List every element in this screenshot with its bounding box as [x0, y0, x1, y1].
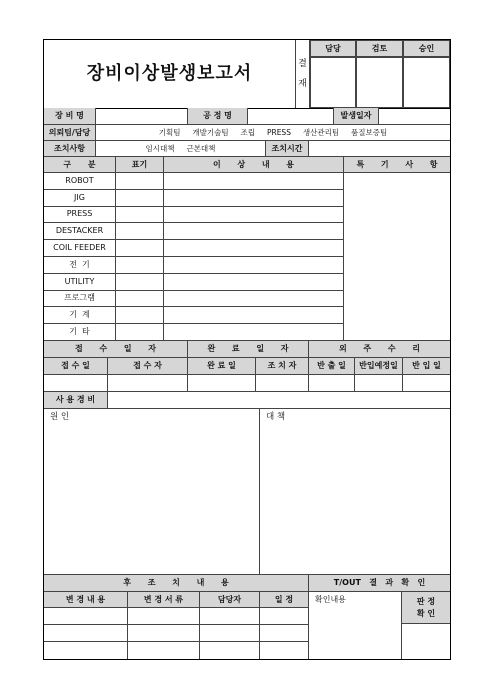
assignee-field[interactable]	[200, 608, 260, 625]
schedule-field[interactable]	[260, 608, 309, 625]
anomaly-category-label: JIG	[44, 190, 116, 207]
anomaly-category-label: 전 기	[44, 257, 116, 274]
anomaly-content-field[interactable]	[164, 223, 344, 240]
col-anomaly-content: 이 상 내 용	[164, 157, 344, 173]
action-person-field[interactable]	[256, 375, 309, 392]
anomaly-content-field[interactable]	[164, 173, 344, 190]
judgement-field[interactable]	[402, 624, 450, 659]
anomaly-category-label: 기 계	[44, 307, 116, 324]
anomaly-mark-field[interactable]	[116, 257, 164, 274]
change-document-field[interactable]	[128, 608, 200, 625]
change-document-field[interactable]	[128, 642, 200, 659]
expected-return-field[interactable]	[355, 375, 403, 392]
approval-header-approve: 승인	[403, 40, 450, 57]
process-name-label: 공 정 명	[188, 108, 248, 125]
equipment-anomaly-report-form	[43, 39, 451, 660]
approval-header-staff: 담당	[310, 40, 356, 57]
completion-date-field[interactable]	[188, 375, 256, 392]
action-person-label: 조 치 자	[256, 358, 309, 375]
schedule-field[interactable]	[260, 642, 309, 659]
anomaly-content-field[interactable]	[164, 207, 344, 224]
cause-section[interactable]	[44, 409, 260, 575]
action-options[interactable]: 임시대책 근본대책	[96, 141, 266, 157]
change-content-label: 변 경 내 용	[44, 592, 128, 608]
outsourcing-repair-header: 외 주 수 리	[309, 341, 450, 358]
equipment-name-field[interactable]	[96, 108, 188, 125]
anomaly-mark-field[interactable]	[116, 291, 164, 308]
schedule-field[interactable]	[260, 625, 309, 642]
change-content-field[interactable]	[44, 608, 128, 625]
cause-label: 원 인	[50, 412, 70, 422]
receipt-date-label: 접 수 일	[44, 358, 108, 375]
occurrence-date-label: 발생일자	[334, 108, 379, 125]
action-time-label: 조치시간	[266, 141, 309, 157]
change-content-field[interactable]	[44, 625, 128, 642]
anomaly-category-label: DESTACKER	[44, 223, 116, 240]
return-date-field[interactable]	[403, 375, 450, 392]
approval-header-review: 검토	[356, 40, 403, 57]
anomaly-content-field[interactable]	[164, 257, 344, 274]
export-date-label: 반 출 일	[309, 358, 355, 375]
anomaly-category-label: 기 타	[44, 324, 116, 341]
assignee-field[interactable]	[200, 642, 260, 659]
approval-sign-approve[interactable]	[403, 57, 450, 108]
col-special-notes: 특 기 사 항	[344, 157, 450, 173]
anomaly-content-field[interactable]	[164, 324, 344, 341]
anomaly-category-label: ROBOT	[44, 173, 116, 190]
export-date-field[interactable]	[309, 375, 355, 392]
process-name-field[interactable]	[248, 108, 334, 125]
cost-label: 사 용 경 비	[44, 392, 108, 409]
anomaly-mark-field[interactable]	[116, 274, 164, 291]
tout-result-header: T/OUT 결 과 확 인	[309, 575, 450, 592]
approval-sign-staff[interactable]	[310, 57, 356, 108]
request-team-options[interactable]: 기획팀 개발기술팀 조립 PRESS 생산관리팀 품질보증팀	[96, 125, 450, 141]
assignee-label: 담당자	[200, 592, 260, 608]
receiver-field[interactable]	[108, 375, 188, 392]
anomaly-category-label: PRESS	[44, 207, 116, 224]
return-date-label: 반 입 일	[403, 358, 450, 375]
approval-sign-review[interactable]	[356, 57, 403, 108]
measure-section[interactable]	[260, 409, 450, 575]
special-notes-field[interactable]	[344, 173, 450, 341]
schedule-label: 일 정	[260, 592, 309, 608]
anomaly-mark-field[interactable]	[116, 207, 164, 224]
followup-header: 후 조 치 내 용	[44, 575, 309, 592]
expected-return-label: 반입예정일	[355, 358, 403, 375]
occurrence-date-field[interactable]	[379, 108, 450, 125]
approval-label: 결 재	[296, 40, 310, 108]
judgement-label: 판 정 확 인	[402, 592, 450, 624]
completion-date-header: 완 료 일 자	[188, 341, 309, 358]
anomaly-mark-field[interactable]	[116, 324, 164, 341]
equipment-name-label: 장 비 명	[44, 108, 96, 125]
assignee-field[interactable]	[200, 625, 260, 642]
cost-field[interactable]	[108, 392, 450, 409]
anomaly-mark-field[interactable]	[116, 190, 164, 207]
change-document-field[interactable]	[128, 625, 200, 642]
action-label: 조치사항	[44, 141, 96, 157]
confirm-content-label: 확인내용	[315, 595, 346, 604]
anomaly-mark-field[interactable]	[116, 173, 164, 190]
document-title: 장비이상발생보고서	[44, 40, 296, 108]
anomaly-content-field[interactable]	[164, 274, 344, 291]
completion-date-label: 완 료 일	[188, 358, 256, 375]
receipt-date-header: 접 수 일 자	[44, 341, 188, 358]
anomaly-content-field[interactable]	[164, 190, 344, 207]
receipt-date-field[interactable]	[44, 375, 108, 392]
action-time-field[interactable]	[309, 141, 450, 157]
change-content-field[interactable]	[44, 642, 128, 659]
anomaly-category-label: UTILITY	[44, 274, 116, 291]
col-category: 구 분	[44, 157, 116, 173]
anomaly-mark-field[interactable]	[116, 240, 164, 257]
col-mark: 표기	[116, 157, 164, 173]
measure-label: 대 책	[266, 412, 286, 422]
change-document-label: 변 경 서 류	[128, 592, 200, 608]
anomaly-mark-field[interactable]	[116, 223, 164, 240]
request-team-label: 의뢰팀/담당	[44, 125, 96, 141]
anomaly-category-label: 프로그램	[44, 291, 116, 308]
anomaly-content-field[interactable]	[164, 307, 344, 324]
anomaly-category-label: COIL FEEDER	[44, 240, 116, 257]
anomaly-mark-field[interactable]	[116, 307, 164, 324]
confirm-content-section[interactable]	[309, 592, 402, 659]
receiver-label: 접 수 자	[108, 358, 188, 375]
anomaly-content-field[interactable]	[164, 291, 344, 308]
anomaly-content-field[interactable]	[164, 240, 344, 257]
